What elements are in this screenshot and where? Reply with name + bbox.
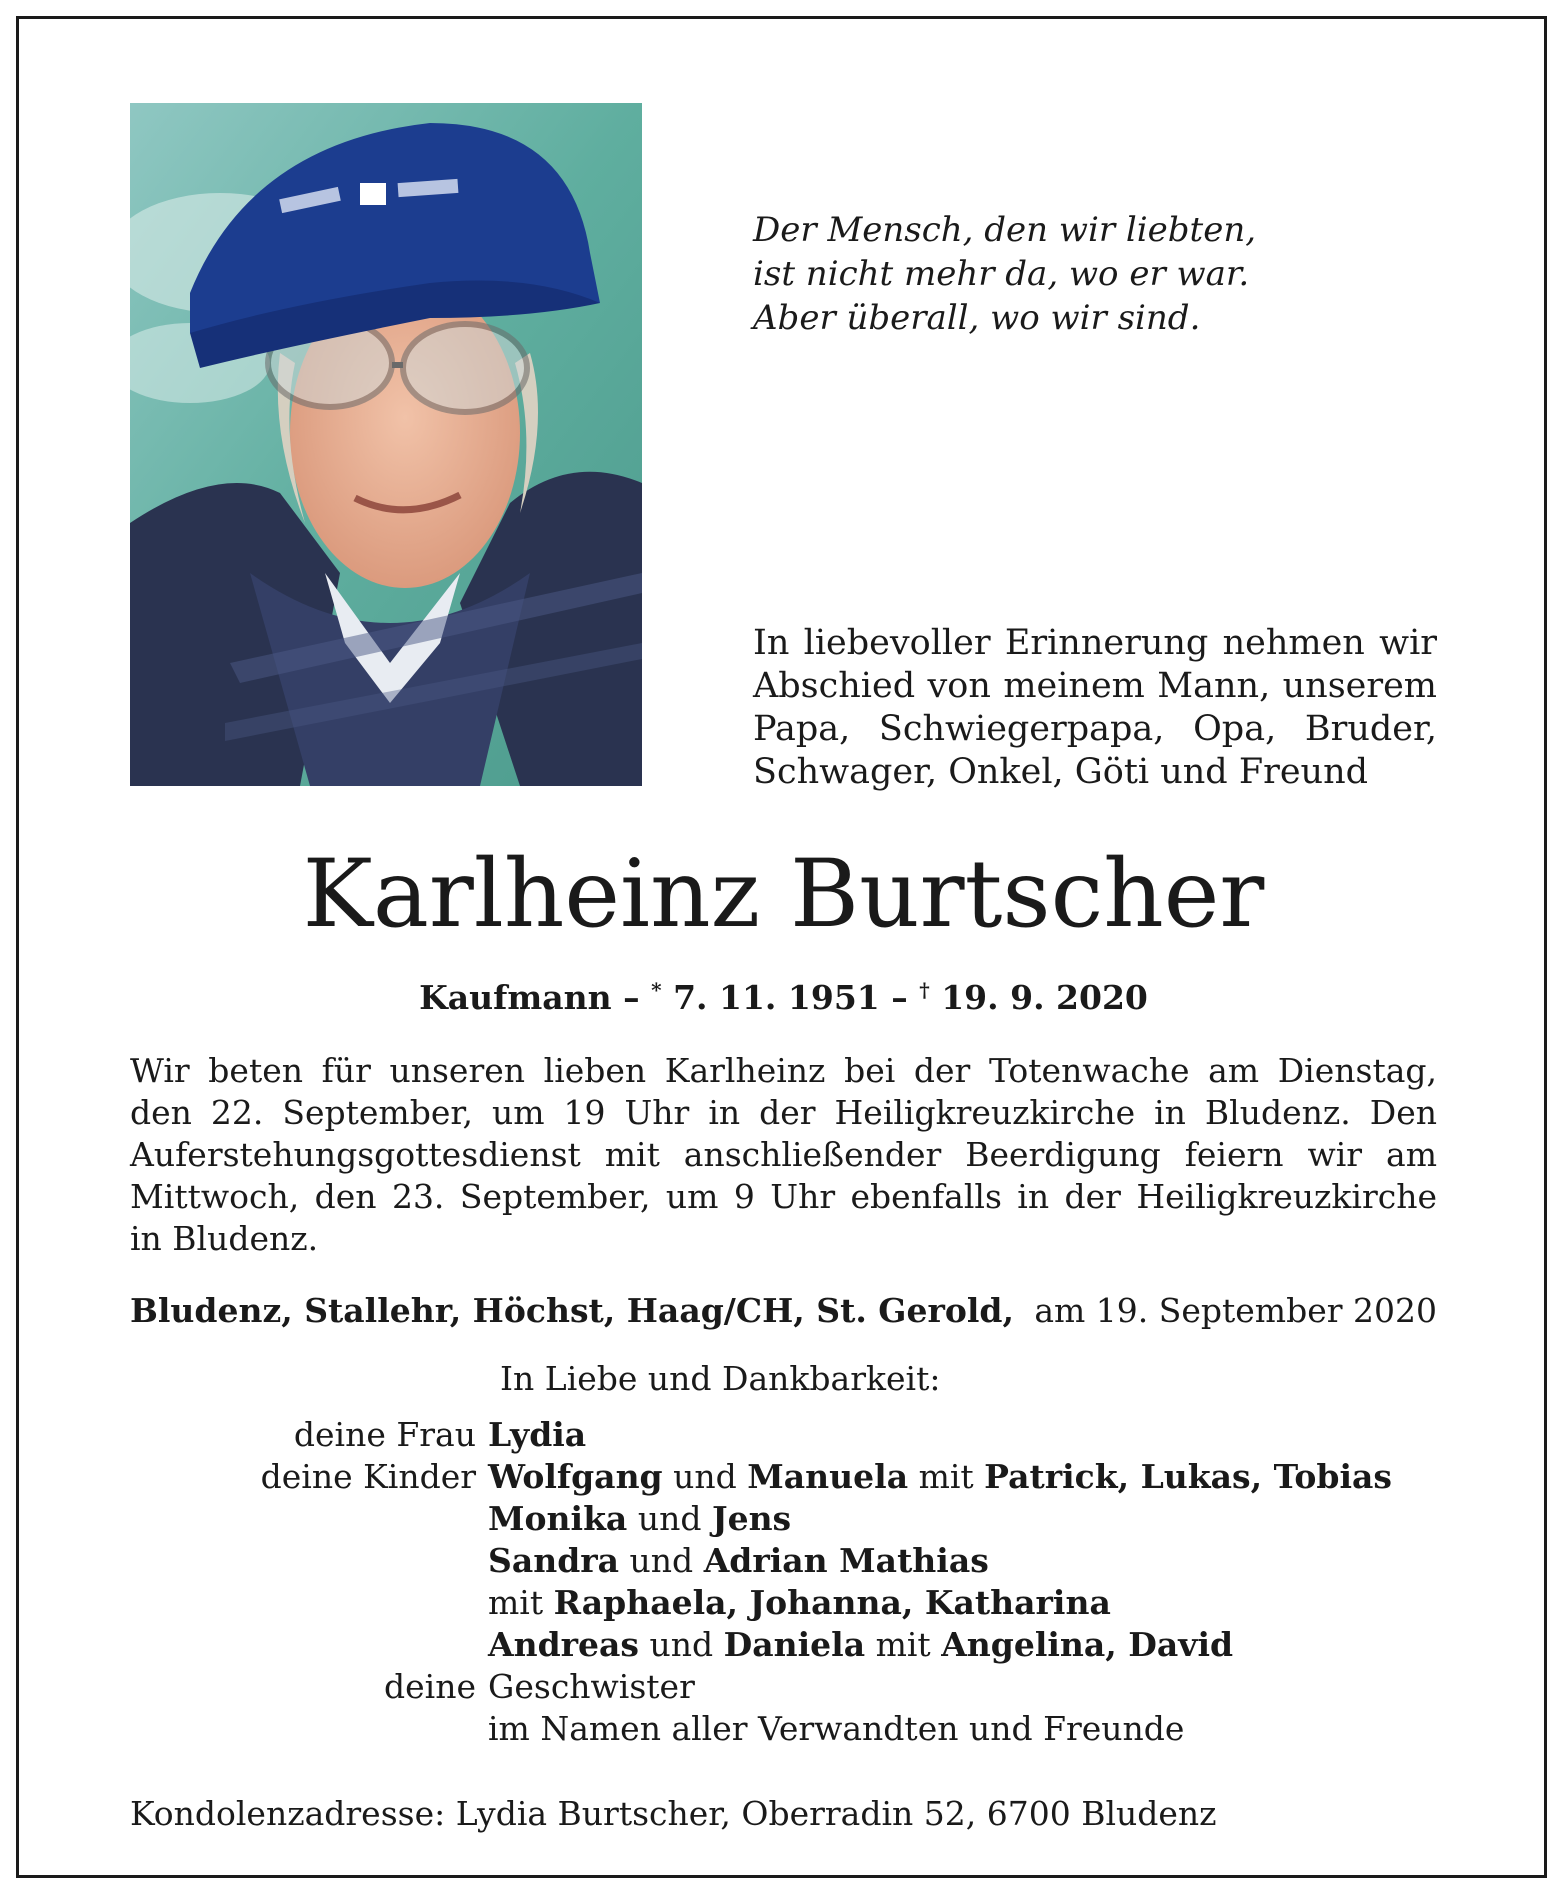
family-row-siblings [130, 1666, 1437, 1708]
separator: – [611, 978, 652, 1017]
places: Bludenz, Stallehr, Höchst, Haag/CH, St. Gerold, [130, 1291, 1014, 1330]
family-label: deine [384, 1667, 476, 1706]
intro-line: Schwager, Onkel, Göti und Freund [753, 752, 1369, 792]
farewell-intro [753, 622, 1437, 794]
place-and-date [130, 1289, 1437, 1333]
service-line: den 22. September, um 19 Uhr in der Heiligkreuzkirche in Bludenz. Den [130, 1093, 1437, 1132]
family-name: Andreas [488, 1625, 640, 1664]
quote-line: ist nicht mehr da, wo er war. [753, 254, 1250, 294]
profession: Kaufmann [419, 978, 612, 1017]
family-name: Wolfgang [488, 1457, 663, 1496]
service-line: Mittwoch, den 23. September, um 9 Uhr ebenfalls in der Heiligkreuzkirche [130, 1177, 1437, 1216]
family-row-wife [130, 1414, 1437, 1456]
conjunction: und [639, 1625, 724, 1664]
condolence-address: Kondolenzadresse: Lydia Burtscher, Oberradin 52, 6700 Bludenz [130, 1794, 1217, 1833]
family-name: Angelina, David [941, 1625, 1234, 1664]
family-siblings: Geschwister [488, 1667, 695, 1706]
conjunction: mit [908, 1457, 985, 1496]
family-name: Lydia [488, 1415, 587, 1454]
service-details [130, 1050, 1437, 1260]
conjunction: mit [865, 1625, 942, 1664]
portrait-photo [130, 103, 642, 786]
conjunction: und [619, 1541, 704, 1580]
deceased-name: Karlheinz Burtscher [302, 840, 1265, 949]
family-name: Patrick, Lukas, Tobias [984, 1457, 1392, 1496]
conjunction: und [662, 1457, 748, 1496]
family-row [130, 1624, 1437, 1666]
family-row-children [130, 1456, 1437, 1498]
family-name: Manuela [747, 1457, 909, 1496]
family-label: deine Kinder [260, 1457, 476, 1496]
family-row [130, 1582, 1437, 1624]
service-line: Wir beten für unseren lieben Karlheinz bei der Totenwache am Dienstag, [130, 1051, 1437, 1090]
notice-date: am 19. September 2020 [1034, 1291, 1437, 1330]
conjunction: mit [488, 1583, 554, 1622]
intro-line: Abschied von meinem Mann, unserem [753, 666, 1437, 706]
intro-line: In liebevoller Erinnerung nehmen wir [753, 623, 1437, 663]
family-row [130, 1540, 1437, 1582]
family-list [130, 1414, 1437, 1750]
conjunction: und [627, 1499, 712, 1538]
memorial-quote [753, 208, 1433, 340]
family-label: deine Frau [293, 1415, 476, 1454]
birth-symbol: * [651, 978, 662, 1002]
deceased-dates [0, 968, 1567, 1020]
service-line: in Bludenz. [130, 1219, 319, 1258]
death-symbol: † [919, 978, 930, 1002]
family-row-relatives [130, 1708, 1437, 1750]
family-row [130, 1498, 1437, 1540]
family-name: Jens [711, 1499, 792, 1538]
family-name: Raphaela, Johanna, Katharina [553, 1583, 1111, 1622]
family-relatives: im Namen aller Verwandten und Freunde [488, 1709, 1185, 1748]
birth-date: 7. 11. 1951 [661, 978, 880, 1017]
death-date: 19. 9. 2020 [929, 978, 1148, 1017]
intro-line: Papa, Schwiegerpapa, Opa, Bruder, [753, 709, 1437, 749]
family-name: Adrian Mathias [703, 1541, 989, 1580]
separator: – [879, 978, 920, 1017]
thanks-line: In Liebe und Dankbarkeit: [500, 1359, 941, 1398]
family-name: Sandra [488, 1541, 620, 1580]
family-name: Monika [488, 1499, 628, 1538]
family-name: Daniela [723, 1625, 866, 1664]
quote-line: Der Mensch, den wir liebten, [753, 210, 1257, 250]
quote-line: Aber überall, wo wir sind. [753, 298, 1201, 338]
service-line: Auferstehungsgottesdienst mit anschließender Beerdigung feiern wir am [130, 1135, 1437, 1174]
